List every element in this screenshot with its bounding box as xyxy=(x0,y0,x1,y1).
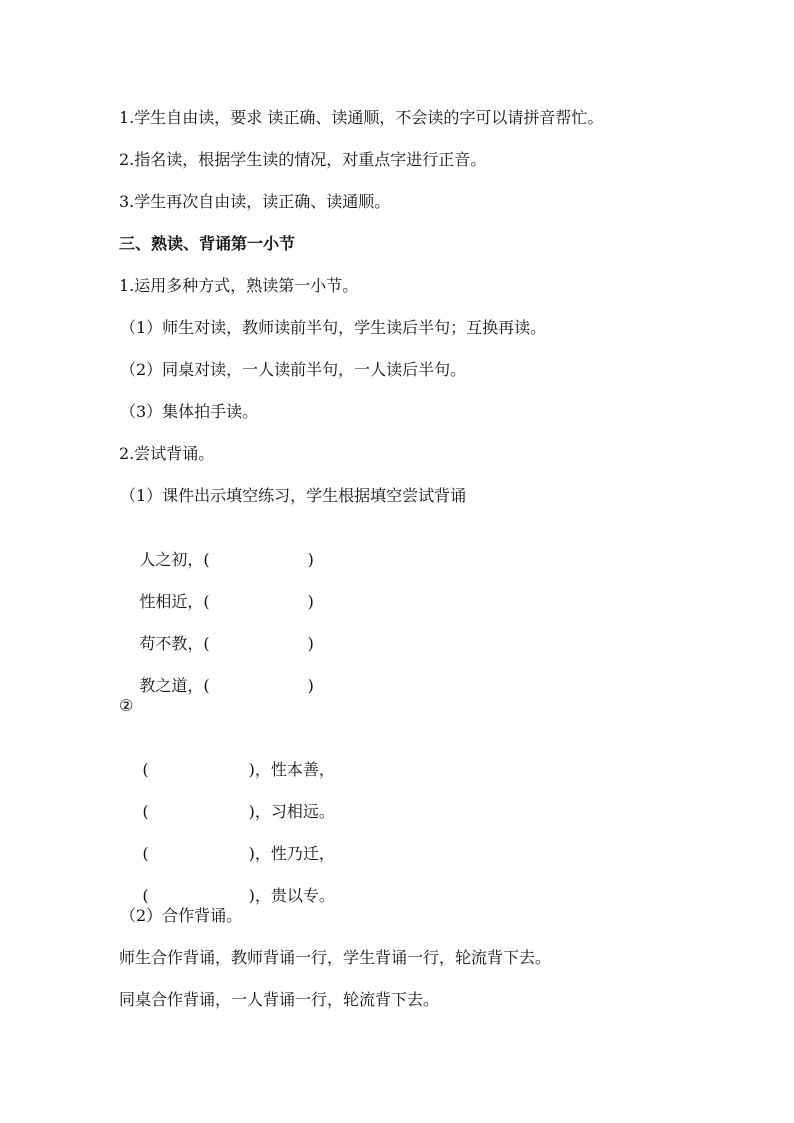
step-line-1: 1.学生自由读，要求 读正确、读通顺，不会读的字可以请拼音帮忙。 xyxy=(119,108,604,127)
fill-prefix: 苟不教，( xyxy=(139,634,210,653)
fill-blank-a4 xyxy=(119,653,314,719)
step-line-3: 3.学生再次自由读，读正确、读通顺。 xyxy=(119,192,391,211)
step-line-2: 2.指名读，根据学生读的情况，对重点字进行正音。 xyxy=(119,150,487,169)
fill-suffix: )，性本善， xyxy=(248,760,335,779)
fill-prefix: 教之道，( xyxy=(139,676,210,695)
fill-prefix: ( xyxy=(142,886,149,905)
fill-prefix: ( xyxy=(142,844,149,863)
fill-prefix: 性相近，( xyxy=(139,592,210,611)
cooperate-heading: （2）合作背诵。 xyxy=(120,906,243,925)
fill-suffix: ) xyxy=(307,592,314,611)
fill-suffix: ) xyxy=(307,634,314,653)
cooperate-line-1: 师生合作背诵，教师背诵一行，学生背诵一行，轮流背下去。 xyxy=(119,948,552,967)
circled-marker: ② xyxy=(119,696,134,715)
recite-sub-1: （1）课件出示填空练习，学生根据填空尝试背诵 xyxy=(120,486,467,505)
fill-suffix: ) xyxy=(307,676,314,695)
method-sub-2: （2）同桌对读，一人读前半句，一人读后半句。 xyxy=(120,360,467,379)
method-sub-3: （3）集体拍手读。 xyxy=(120,402,259,421)
method-sub-1: （1）师生对读，教师读前半句，学生读后半句；互换再读。 xyxy=(120,318,547,337)
fill-prefix: 人之初，( xyxy=(139,550,210,569)
fill-suffix: )，习相远。 xyxy=(248,802,335,821)
cooperate-line-2: 同桌合作背诵，一人背诵一行，轮流背下去。 xyxy=(119,990,440,1009)
section-heading: 三、熟读、背诵第一小节 xyxy=(119,234,296,253)
fill-suffix: )，贵以专。 xyxy=(248,886,335,905)
fill-prefix: ( xyxy=(142,760,149,779)
fill-suffix: ) xyxy=(307,550,314,569)
recite-line: 2.尝试背诵。 xyxy=(119,444,215,463)
fill-suffix: )，性乃迁， xyxy=(248,844,335,863)
fill-prefix: ( xyxy=(142,802,149,821)
method-line-1: 1.运用多种方式，熟读第一小节。 xyxy=(119,276,359,295)
